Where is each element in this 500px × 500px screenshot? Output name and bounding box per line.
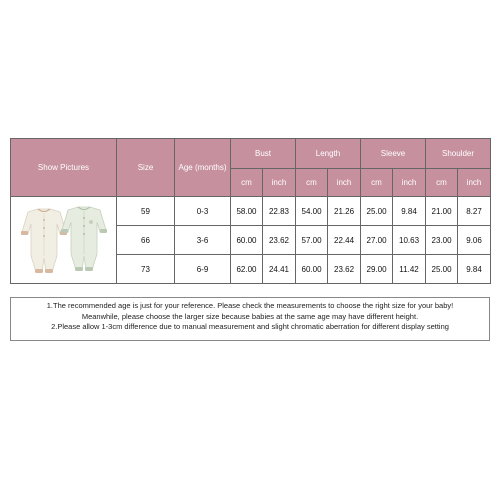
age-cell: 6-9 — [175, 255, 231, 284]
length-cm-cell: 57.00 — [296, 226, 328, 255]
header-size: Size — [117, 139, 175, 197]
shoulder-cm-cell: 21.00 — [426, 197, 458, 226]
length-inch-cell: 21.26 — [328, 197, 361, 226]
note-line-1: 1.The recommended age is just for your reference. Please check the measurements to choose the right size for your baby! — [46, 301, 454, 310]
shoulder-inch-cell: 9.06 — [458, 226, 491, 255]
mint-romper — [61, 207, 107, 271]
header-sleeve: Sleeve — [361, 139, 426, 169]
header-age: Age (months) — [175, 139, 231, 197]
sleeve-inch-cell: 10.63 — [393, 226, 426, 255]
note-line-3: 2.Please allow 1-3cm difference due to manual measurement and slight chromatic aberration for different display setting — [51, 322, 449, 331]
romper-pair-image — [16, 202, 112, 278]
length-cm-cell: 54.00 — [296, 197, 328, 226]
bust-cm-cell: 58.00 — [231, 197, 263, 226]
sleeve-cm-cell: 29.00 — [361, 255, 393, 284]
unit-inch: inch — [393, 169, 426, 197]
bust-cm-cell: 62.00 — [231, 255, 263, 284]
shoulder-cm-cell: 25.00 — [426, 255, 458, 284]
size-cell: 66 — [117, 226, 175, 255]
shoulder-cm-cell: 23.00 — [426, 226, 458, 255]
sleeve-cm-cell: 25.00 — [361, 197, 393, 226]
sleeve-inch-cell: 11.42 — [393, 255, 426, 284]
table-row — [11, 197, 491, 226]
sleeve-cm-cell: 27.00 — [361, 226, 393, 255]
unit-inch: inch — [263, 169, 296, 197]
sleeve-inch-cell: 9.84 — [393, 197, 426, 226]
header-bust: Bust — [231, 139, 296, 169]
unit-inch: inch — [458, 169, 491, 197]
unit-inch: inch — [328, 169, 361, 197]
note-line-2: Meanwhile, please choose the larger size because babies at the same age may have different height. — [81, 311, 419, 321]
header-show-pictures: Show Pictures — [11, 139, 117, 197]
header-length: Length — [296, 139, 361, 169]
product-picture-cell — [11, 197, 117, 284]
bust-inch-cell: 24.41 — [263, 255, 296, 284]
bust-inch-cell: 23.62 — [263, 226, 296, 255]
unit-cm: cm — [296, 169, 328, 197]
size-chart-table — [10, 138, 491, 284]
unit-cm: cm — [426, 169, 458, 197]
cream-romper — [21, 209, 67, 273]
size-cell: 59 — [117, 197, 175, 226]
age-cell: 0-3 — [175, 197, 231, 226]
bust-cm-cell: 60.00 — [231, 226, 263, 255]
length-inch-cell: 22.44 — [328, 226, 361, 255]
shoulder-inch-cell: 8.27 — [458, 197, 491, 226]
shoulder-inch-cell: 9.84 — [458, 255, 491, 284]
length-inch-cell: 23.62 — [328, 255, 361, 284]
age-cell: 3-6 — [175, 226, 231, 255]
unit-cm: cm — [231, 169, 263, 197]
sizing-notes-box — [10, 297, 490, 341]
unit-cm: cm — [361, 169, 393, 197]
length-cm-cell: 60.00 — [296, 255, 328, 284]
header-shoulder: Shoulder — [426, 139, 491, 169]
size-cell: 73 — [117, 255, 175, 284]
bust-inch-cell: 22.83 — [263, 197, 296, 226]
